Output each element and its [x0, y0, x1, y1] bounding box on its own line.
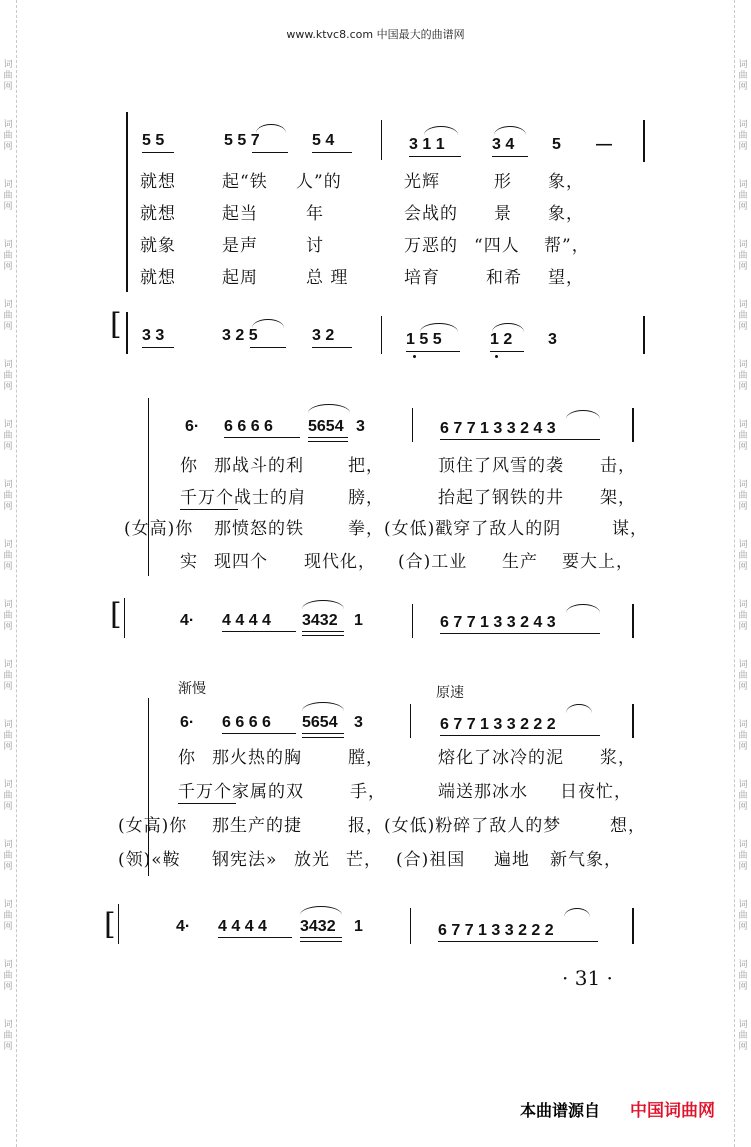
slur	[492, 323, 524, 332]
side-watermark: 词曲网	[738, 960, 748, 992]
side-watermark: 词曲网	[3, 600, 13, 632]
note-group: 3 2	[312, 327, 335, 344]
beam-underline	[300, 941, 342, 942]
barline	[381, 120, 382, 160]
lyric: 把，	[348, 456, 384, 476]
system-left-barline	[126, 312, 128, 354]
lyric: 就象	[140, 236, 176, 256]
lyric: 起当	[222, 204, 258, 224]
note-group: 6·	[185, 418, 200, 435]
note-group: 3 3	[142, 327, 165, 344]
lyric: 放光	[294, 850, 330, 870]
system-left-barline	[124, 598, 125, 638]
side-watermark: 词曲网	[738, 240, 748, 272]
lyric-underline	[180, 509, 238, 510]
lyric: 架，	[600, 488, 636, 508]
slur	[424, 126, 458, 135]
beam-underline	[250, 347, 286, 348]
side-watermark: 词曲网	[738, 900, 748, 932]
slur	[256, 124, 286, 133]
lyric: 现四个	[214, 552, 268, 572]
beam-underline	[312, 347, 352, 348]
beam-underline	[308, 441, 348, 442]
barline	[410, 908, 411, 944]
octave-dot	[413, 355, 416, 358]
lyric: 就想	[140, 172, 176, 192]
side-watermark: 词曲网	[738, 600, 748, 632]
barline	[410, 704, 411, 738]
note-group: 6 7 7 1 3 3 2 2 2	[438, 922, 554, 939]
side-watermark: 词曲网	[3, 360, 13, 392]
slur	[300, 906, 342, 915]
lyric: 膀，	[348, 488, 384, 508]
site-header: www.ktvc8.com 中国最大的曲谱网	[286, 28, 465, 41]
side-watermark: 词曲网	[3, 540, 13, 572]
lyric: 那火热的胸	[212, 748, 302, 768]
system-left-barline	[118, 904, 119, 944]
system-left-barline	[148, 398, 149, 576]
lyric: 你	[180, 456, 198, 476]
lyric: 熔化了冰冷的泥	[438, 748, 564, 768]
beam-underline	[222, 733, 296, 734]
side-watermark: 词曲网	[738, 660, 748, 692]
beam-underline	[440, 439, 600, 440]
lyric: 就想	[140, 204, 176, 224]
slur	[566, 410, 600, 419]
note-group: 4·	[180, 612, 195, 629]
octave-dot	[495, 355, 498, 358]
note-group: 1	[354, 918, 363, 935]
note-group: 4·	[176, 918, 191, 935]
lyric: (女高)你	[118, 816, 188, 836]
lyric: 你	[178, 748, 196, 768]
right-watermark-strip	[734, 0, 751, 1147]
lyric: 顶住了风雪的袭	[438, 456, 564, 476]
beam-underline	[142, 347, 174, 348]
side-watermark: 词曲网	[738, 180, 748, 212]
beam-underline	[302, 631, 344, 632]
beam-underline	[302, 733, 344, 734]
side-watermark: 词曲网	[3, 180, 13, 212]
side-watermark: 词曲网	[3, 720, 13, 752]
side-watermark: 词曲网	[3, 120, 13, 152]
note-group: 4 4 4 4	[222, 612, 271, 629]
note-group: 6·	[180, 714, 195, 731]
note-group: 1 5 5	[406, 331, 442, 348]
side-watermark: 词曲网	[738, 420, 748, 452]
barline	[412, 408, 413, 442]
lyric: 形	[494, 172, 512, 192]
tempo-mark: 渐慢	[178, 681, 206, 697]
footer-site-name[interactable]: 中国词曲网	[630, 1101, 715, 1121]
lyric: 万恶的	[404, 236, 458, 256]
barline	[632, 704, 634, 738]
beam-underline	[218, 937, 292, 938]
lyric: 谋，	[612, 519, 648, 539]
note-group: 3432	[300, 918, 336, 935]
lyric: 膛，	[348, 748, 384, 768]
side-watermark: 词曲网	[738, 840, 748, 872]
note-group: 6 7 7 1 3 3 2 2 2	[440, 716, 556, 733]
lyric: 总 理	[306, 268, 349, 288]
lyric: 光辉	[404, 172, 440, 192]
note-group: 1 2	[490, 331, 513, 348]
beam-underline	[409, 156, 461, 157]
beam-underline	[492, 156, 528, 157]
beam-underline	[300, 937, 342, 938]
lyric: 望，	[548, 268, 584, 288]
note-group: 3 4	[492, 136, 515, 153]
beam-underline	[222, 631, 296, 632]
lyric: (合)祖国	[396, 850, 466, 870]
tempo-mark: 原速	[436, 685, 464, 701]
slur	[302, 702, 344, 711]
footer-source-label: 本曲谱源自	[520, 1101, 601, 1120]
lyric: 芒，	[346, 850, 382, 870]
note-group: 5654	[308, 418, 344, 435]
lyric: 景	[494, 204, 512, 224]
slur	[564, 908, 590, 917]
lyric: 要大上，	[562, 552, 634, 572]
beam-underline	[438, 941, 598, 942]
note-group: 3	[354, 714, 363, 731]
note-group: —	[596, 136, 612, 153]
note-group: 3432	[302, 612, 338, 629]
note-group: 5 4	[312, 132, 335, 149]
note-group: 6 6 6 6	[222, 714, 271, 731]
side-watermark: 词曲网	[3, 480, 13, 512]
note-group: 1	[354, 612, 363, 629]
note-group: 3 2 5	[222, 327, 258, 344]
side-watermark: 词曲网	[3, 960, 13, 992]
lyric: 帮”，	[544, 236, 590, 256]
slur	[252, 319, 284, 328]
lyric: 抬起了钢铁的井	[438, 488, 564, 508]
note-group: 6 6 6 6	[224, 418, 273, 435]
beam-underline	[302, 635, 344, 636]
note-group: 5 5 7	[224, 132, 260, 149]
staff-bracket: [	[110, 307, 122, 342]
side-watermark: 词曲网	[738, 360, 748, 392]
lyric: 讨	[306, 236, 324, 256]
lyric: 现代化，	[304, 552, 376, 572]
beam-underline	[490, 351, 524, 352]
staff-bracket: [	[104, 907, 116, 942]
lyric: 拳，(女低)戳穿了敌人的阴	[348, 519, 562, 539]
side-watermark: 词曲网	[738, 120, 748, 152]
side-watermark: 词曲网	[3, 1020, 13, 1052]
lyric: 想，	[610, 816, 646, 836]
side-watermark: 词曲网	[738, 780, 748, 812]
side-watermark: 词曲网	[738, 720, 748, 752]
left-watermark-strip	[0, 0, 17, 1147]
barline	[643, 316, 645, 354]
lyric: 千万个战士的肩	[180, 488, 306, 508]
beam-underline	[312, 152, 352, 153]
beam-underline	[440, 633, 600, 634]
lyric: 象，	[548, 204, 584, 224]
side-watermark: 词曲网	[3, 780, 13, 812]
beam-underline	[440, 735, 600, 736]
lyric: 人”的	[296, 172, 342, 192]
system-left-barline	[126, 112, 128, 292]
lyric: 会战的	[404, 204, 458, 224]
lyric: “四人	[474, 236, 520, 256]
lyric: 生产	[502, 552, 538, 572]
slur	[566, 604, 600, 613]
lyric: 实	[180, 552, 198, 572]
side-watermark: 词曲网	[3, 60, 13, 92]
barline	[381, 316, 382, 354]
page-number: · 31 ·	[562, 966, 613, 990]
note-group: 6 7 7 1 3 3 2 4 3	[440, 614, 556, 631]
lyric: 那生产的捷	[212, 816, 302, 836]
barline	[632, 908, 634, 944]
barline	[632, 408, 634, 442]
lyric: 千万个家属的双	[178, 782, 304, 802]
lyric: 报，(女低)粉碎了敌人的梦	[348, 816, 562, 836]
side-watermark: 词曲网	[3, 300, 13, 332]
lyric: 新气象，	[550, 850, 622, 870]
side-watermark: 词曲网	[3, 240, 13, 272]
lyric: 就想	[140, 268, 176, 288]
lyric: 培育	[404, 268, 440, 288]
lyric-underline	[178, 803, 236, 804]
barline	[632, 604, 634, 638]
note-group: 5654	[302, 714, 338, 731]
side-watermark: 词曲网	[3, 660, 13, 692]
note-group: 5 5	[142, 132, 165, 149]
slur	[566, 704, 592, 713]
note-group: 3	[548, 331, 557, 348]
side-watermark: 词曲网	[738, 60, 748, 92]
lyric: 钢宪法»	[212, 850, 278, 870]
beam-underline	[406, 351, 460, 352]
lyric: 遍地	[494, 850, 530, 870]
lyric: 和希	[486, 268, 522, 288]
side-watermark: 词曲网	[3, 900, 13, 932]
note-group: 4 4 4 4	[218, 918, 267, 935]
lyric: 击，	[600, 456, 636, 476]
beam-underline	[224, 437, 300, 438]
beam-underline	[252, 152, 288, 153]
beam-underline	[302, 737, 344, 738]
barline	[412, 604, 413, 638]
note-group: 3 1 1	[409, 136, 445, 153]
lyric: (领)«鞍	[118, 850, 181, 870]
slur	[302, 600, 344, 609]
side-watermark: 词曲网	[3, 420, 13, 452]
lyric: 是声	[222, 236, 258, 256]
lyric: 起周	[222, 268, 258, 288]
side-watermark: 词曲网	[738, 480, 748, 512]
side-watermark: 词曲网	[3, 840, 13, 872]
lyric: 日夜忙，	[560, 782, 632, 802]
lyric: 起“铁	[222, 172, 268, 192]
side-watermark: 词曲网	[738, 1020, 748, 1052]
lyric: (女高)你	[124, 519, 194, 539]
slur	[308, 404, 350, 413]
lyric: 浆，	[600, 748, 636, 768]
slur	[420, 323, 458, 332]
lyric: 象，	[548, 172, 584, 192]
side-watermark: 词曲网	[738, 300, 748, 332]
lyric: 手，	[350, 782, 386, 802]
barline	[643, 120, 645, 162]
lyric: 年	[306, 204, 324, 224]
lyric: (合)工业	[398, 552, 468, 572]
staff-bracket: [	[110, 597, 122, 632]
beam-underline	[142, 152, 174, 153]
beam-underline	[308, 437, 348, 438]
lyric: 端送那冰水	[438, 782, 528, 802]
lyric: 那愤怒的铁	[214, 519, 304, 539]
note-group: 5	[552, 136, 561, 153]
slur	[494, 126, 526, 135]
lyric: 那战斗的利	[214, 456, 304, 476]
side-watermark: 词曲网	[738, 540, 748, 572]
note-group: 3	[356, 418, 365, 435]
note-group: 6 7 7 1 3 3 2 4 3	[440, 420, 556, 437]
